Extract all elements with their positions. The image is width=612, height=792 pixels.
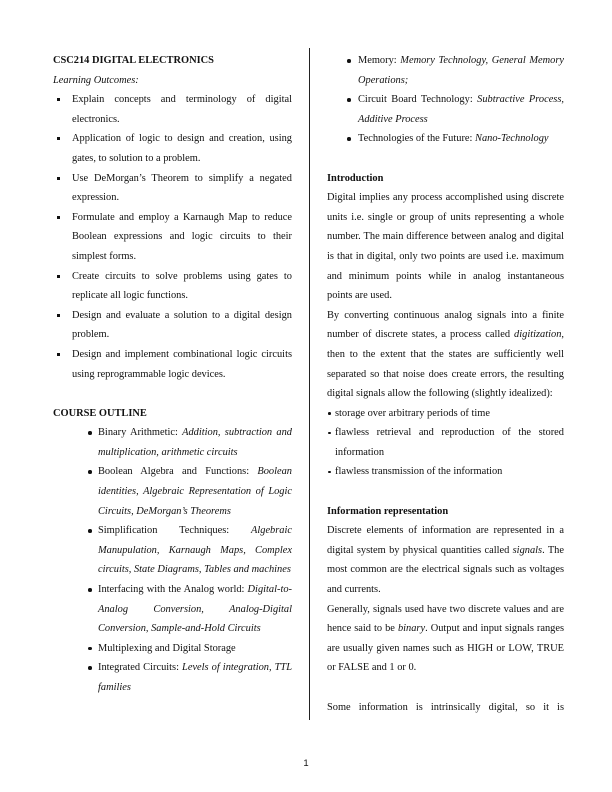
- benefits-list: [327, 404, 564, 482]
- course-outline-continued: [327, 51, 564, 149]
- text: Discrete elements of information are represented in a digital system by physical quantities called: [327, 525, 564, 556]
- column-divider: [309, 48, 310, 720]
- topic: Integrated Circuits:: [98, 662, 183, 674]
- list-item: Use DeMorgan’s Theorem to simplify a negated expression.: [53, 169, 292, 208]
- topic: Multiplexing and Digital Storage: [98, 642, 236, 654]
- topic: Memory:: [358, 55, 401, 66]
- course-outline-list: [53, 423, 292, 697]
- left-column: [53, 51, 292, 698]
- course-title: CSC214 DIGITAL ELECTRONICS: [53, 55, 214, 66]
- list-item: Design and implement combinational logic circuits using reprogrammable logic devices.: [53, 345, 292, 384]
- text: . Output and input signals ranges are usually given names such as HIGH or LOW, TRUE or FALSE and 1 or 0.: [327, 623, 565, 674]
- topic-detail: Levels of integration, TTL families: [98, 662, 292, 693]
- topic-detail: Digital-to-Analog Conversion, Analog-Digital Conversion, Sample-and-Hold Circuits: [98, 584, 292, 635]
- topic-detail: Addition, subtraction and multiplication, arithmetic circuits: [98, 427, 292, 458]
- topic-detail: Nano-Technology: [475, 133, 549, 145]
- topic: Interfacing with the Analog world:: [98, 584, 248, 596]
- list-item: flawless transmission of the information: [327, 462, 564, 482]
- list-item: Formulate and employ a Karnaugh Map to reduce Boolean expressions and logic circuits to their simplest forms.: [53, 208, 292, 267]
- information-representation-heading: Information representation: [327, 505, 449, 517]
- text: , then to the extent that the states are sufficiently well separated so that noise does create errors, the resulting digital signals allow the following (slightly idealized):: [327, 329, 564, 400]
- text: . The most common are the electrical signals such as voltages and currents.: [327, 544, 564, 596]
- binary-paragraph: [327, 600, 564, 678]
- learning-outcomes-label: Learning Outcomes:: [53, 74, 139, 86]
- topic: Circuit Board Technology:: [358, 94, 478, 106]
- page-number: 1: [303, 758, 309, 769]
- list-item: Design and evaluate a solution to a digital design problem.: [53, 306, 292, 345]
- list-item: [327, 51, 564, 90]
- list-item: storage over arbitrary periods of time: [327, 404, 564, 424]
- list-item: flawless retrieval and reproduction of the stored information: [327, 423, 564, 462]
- list-item: [53, 521, 292, 580]
- signals-paragraph: [327, 521, 564, 599]
- course-outline-heading: COURSE OUTLINE: [53, 407, 147, 419]
- term: binary: [397, 623, 426, 635]
- term: signals: [512, 544, 543, 556]
- topic: Technologies of the Future:: [358, 133, 476, 145]
- list-item: [53, 639, 292, 659]
- digitization-paragraph: [327, 306, 564, 404]
- list-item: [327, 90, 564, 129]
- list-item: [53, 462, 292, 521]
- list-item: Explain concepts and terminology of digital electronics.: [53, 90, 292, 129]
- list-item: [53, 423, 292, 462]
- learning-outcomes-list: [53, 90, 292, 384]
- topic-detail: Boolean identities, Algebraic Representation of Logic Circuits, DeMorgan’s Theorems: [98, 466, 292, 517]
- term: digitization: [514, 329, 562, 341]
- introduction-paragraph: Digital implies any process accomplished using discrete units i.e. single or group of units representing a whole number. The main difference between analog and digital is that in digital, only two points are used i.e. maximum and minimum points while in analog instantaneous points are used.: [327, 192, 564, 302]
- list-item: [327, 129, 564, 149]
- introduction-heading: Introduction: [327, 172, 384, 184]
- continuation-paragraph: Some information is intrinsically digital, so it is: [327, 701, 564, 713]
- topic: Boolean Algebra and Functions:: [98, 466, 258, 478]
- list-item: Application of logic to design and creation, using gates, to solution to a problem.: [53, 129, 292, 168]
- topic-detail: Subtractive Process, Additive Process: [358, 94, 564, 125]
- topic-detail: Memory Technology, General Memory Operations;: [358, 55, 564, 86]
- list-item: Create circuits to solve problems using gates to replicate all logic functions.: [53, 267, 292, 306]
- right-column: [327, 51, 564, 717]
- list-item: [53, 580, 292, 639]
- topic: Binary Arithmetic:: [98, 427, 183, 439]
- text: By converting continuous analog signals into a finite number of discrete states, a process called: [327, 309, 564, 341]
- topic: Simplification Techniques:: [98, 525, 252, 537]
- list-item: [53, 658, 292, 697]
- text: Generally, signals used have two discrete values and are hence said to be: [327, 603, 564, 635]
- topic-detail: Algebraic Manupulation, Karnaugh Maps, Complex circuits, State Diagrams, Tables and machines: [98, 525, 292, 576]
